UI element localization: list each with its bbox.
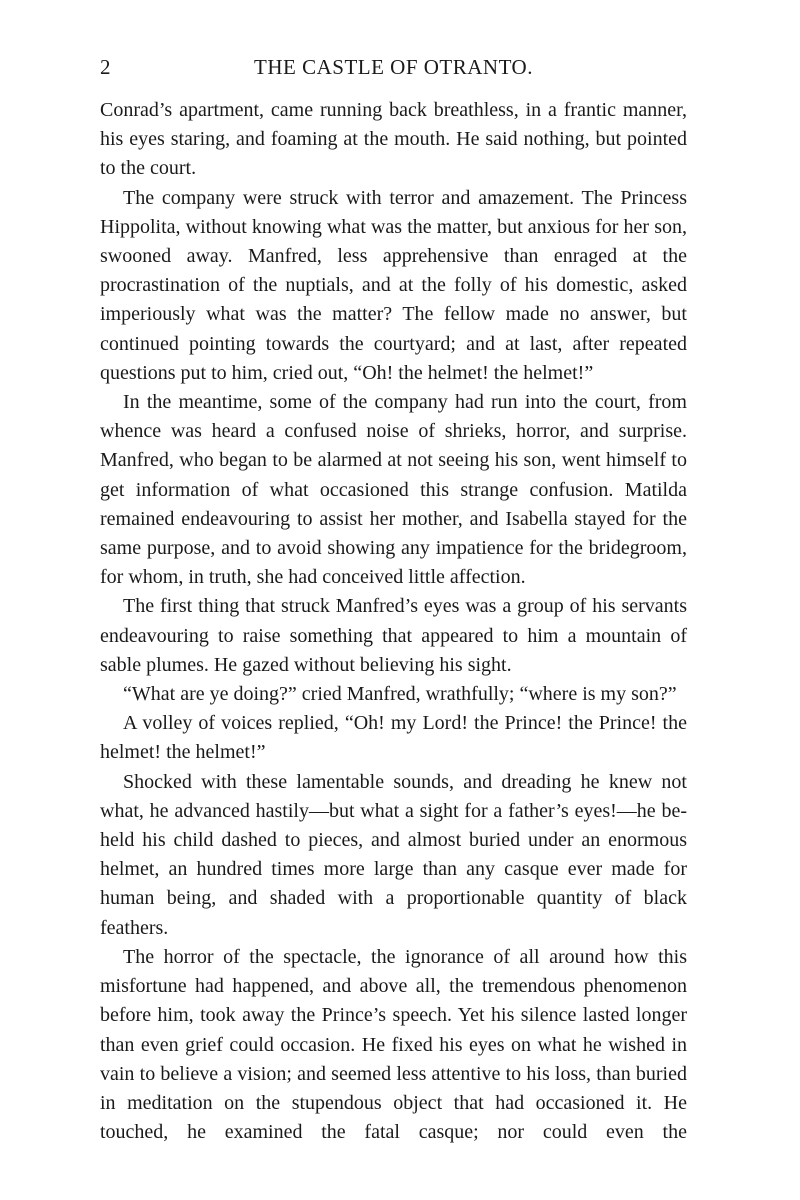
book-title: THE CASTLE OF OTRANTO. <box>254 55 533 79</box>
page-number: 2 <box>100 55 111 79</box>
paragraph: “What are ye doing?” cried Manfred, wrathfully; “where is my son?” <box>123 683 677 706</box>
paragraph-continued: Conrad’s apartment, came running back breathless, in a frantic manner, his eyes staring, and foaming at the mouth. He said nothing, but pointed to the court. <box>100 99 687 180</box>
paragraph: The first thing that struck Manfred’s eyes was a group of his servants endeavouring to raise something that appeared to him a mountain of sable plumes. He gazed without believing his sight. <box>100 595 687 676</box>
book-page <box>100 50 687 1147</box>
paragraph: A volley of voices replied, “Oh! my Lord! the Prince! the Prince! the helmet! the helmet!” <box>100 712 687 764</box>
paragraph: The company were struck with terror and amazement. The Princess Hippolita, without knowing what was the matter, but anxious for her son, swooned away. Manfred, less apprehensive than enraged at the procrastination of the nuptials, and at the folly of his domestic, asked imperiously what was the matter? The fellow made no answer, but continued pointing towards the courtyard; and at last, after repeated questions put to him, cried out, “Oh! the helmet! the helmet!” <box>100 186 687 384</box>
body-text <box>100 96 687 1147</box>
paragraph: In the meantime, some of the company had run into the court, from whence was heard a confused noise of shrieks, horror, and surprise. Manfred, who began to be alarmed at not seeing his son, went himself to get information of what occasioned this strange confusion. Matilda remained endeavouring to assist her mother, and Isabella stayed for the same purpose, and to avoid showing any impatience for the bridegroom, for whom, in truth, she had conceived little affection. <box>100 391 687 589</box>
paragraph-continues-next-page: The horror of the spectacle, the ignorance of all around how this misfortune had happened, and above all, the tremendous phenomenon before him, took away the Prince’s speech. Yet his silence lasted longer than even grief could occasion. He fixed his eyes on what he wished in vain to believe a vision; and seemed less attentive to his loss, than buried in meditation on the stupendous object that had occasioned it. He touched, he examined the fatal casque; nor could even the <box>100 945 687 1144</box>
running-head <box>100 50 687 84</box>
paragraph: Shocked with these lamentable sounds, and dreading he knew not what, he advanced hastily—but what a sight for a father’s eyes!—he beheld his child dashed to pieces, and almost buried under an enormous helmet, an hundred times more large than any casque ever made for human being, and shaded with a proportionable quantity of black feathers. <box>100 770 687 939</box>
